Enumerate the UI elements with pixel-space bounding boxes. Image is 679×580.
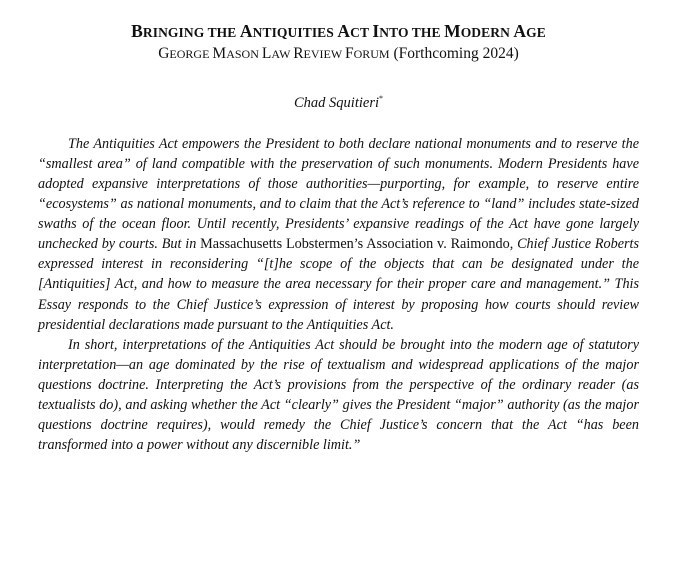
journal-text: AW — [271, 47, 294, 61]
title-text: B — [131, 21, 143, 41]
journal-text: F — [344, 45, 354, 62]
journal-text: EORGE — [169, 47, 213, 61]
title-text: ODERN — [460, 25, 514, 40]
journal-line — [38, 44, 639, 64]
paper-title — [38, 20, 639, 44]
abstract-paragraph-1 — [38, 134, 639, 335]
author-line — [38, 90, 639, 112]
journal-text: ASON — [226, 47, 262, 61]
abstract-text: The Antiquities Act empowers the President to both declare national monuments and to reserve the “smallest area” of land compatible with the preservation of such monuments. Modern Presidents have adopted expansive interpretations of those authorities—purporting, for example, to reserve entire “ecosystems” as national monuments, and to claim that the Act’s reference to “land” includes state-sized swaths of the ocean floor. Until recently, Presidents’ expansive readings of the Act have gone largely unchecked by courts. But in — [38, 135, 639, 253]
journal-text: R — [293, 45, 304, 62]
journal-text: M — [212, 45, 227, 62]
title-text: GE — [526, 25, 546, 40]
abstract-paragraph-2: In short, interpretations of the Antiquities Act should be brought into the modern age of statutory interpretation—an age dominated by the rise of textualism and widespread applications of the major questions doctrine. Interpreting the Act’s provisions from the perspective of the ordinary reader (as textualists do), and asking whether the Act “clearly” gives the President “major” authority (as the major questions doctrine requires), would remedy the Chief Justice’s concern that the Act “has been transformed into a power without any discernible limit.” — [38, 336, 639, 454]
title-text: M — [444, 21, 461, 41]
journal-text: ORUM — [353, 47, 390, 61]
title-text: NTO THE — [379, 25, 445, 40]
abstract-text: Chief Justice Roberts expressed interest in reconsidering “[t]he scope of the objects that can be designated under the [Antiquities] Act, and how to measure the area necessary for their proper care and management.” This Essay responds to the Chief Justice’s expression of interest by proposing how courts should review presidential declarations made pursuant to the Antiquities Act. — [38, 236, 639, 333]
journal-text: G — [158, 45, 170, 62]
abstract — [38, 134, 639, 456]
author-footnote-mark[interactable]: * — [379, 94, 383, 103]
title-text: CT — [350, 25, 373, 40]
title-text: RINGING THE — [142, 25, 240, 40]
title-text: A — [239, 21, 253, 41]
author-name: Chad Squitieri — [294, 94, 379, 111]
case-name: Massachusetts Lobstermen’s Association v. Raimondo, — [200, 236, 514, 253]
title-text: A — [337, 21, 351, 41]
title-text: NTIQUITIES — [252, 25, 338, 40]
title-text: A — [513, 21, 527, 41]
journal-text: (Forthcoming 2024) — [389, 45, 519, 62]
journal-text: EVIEW — [303, 47, 345, 61]
title-text: I — [372, 21, 380, 41]
journal-text: L — [261, 45, 272, 62]
